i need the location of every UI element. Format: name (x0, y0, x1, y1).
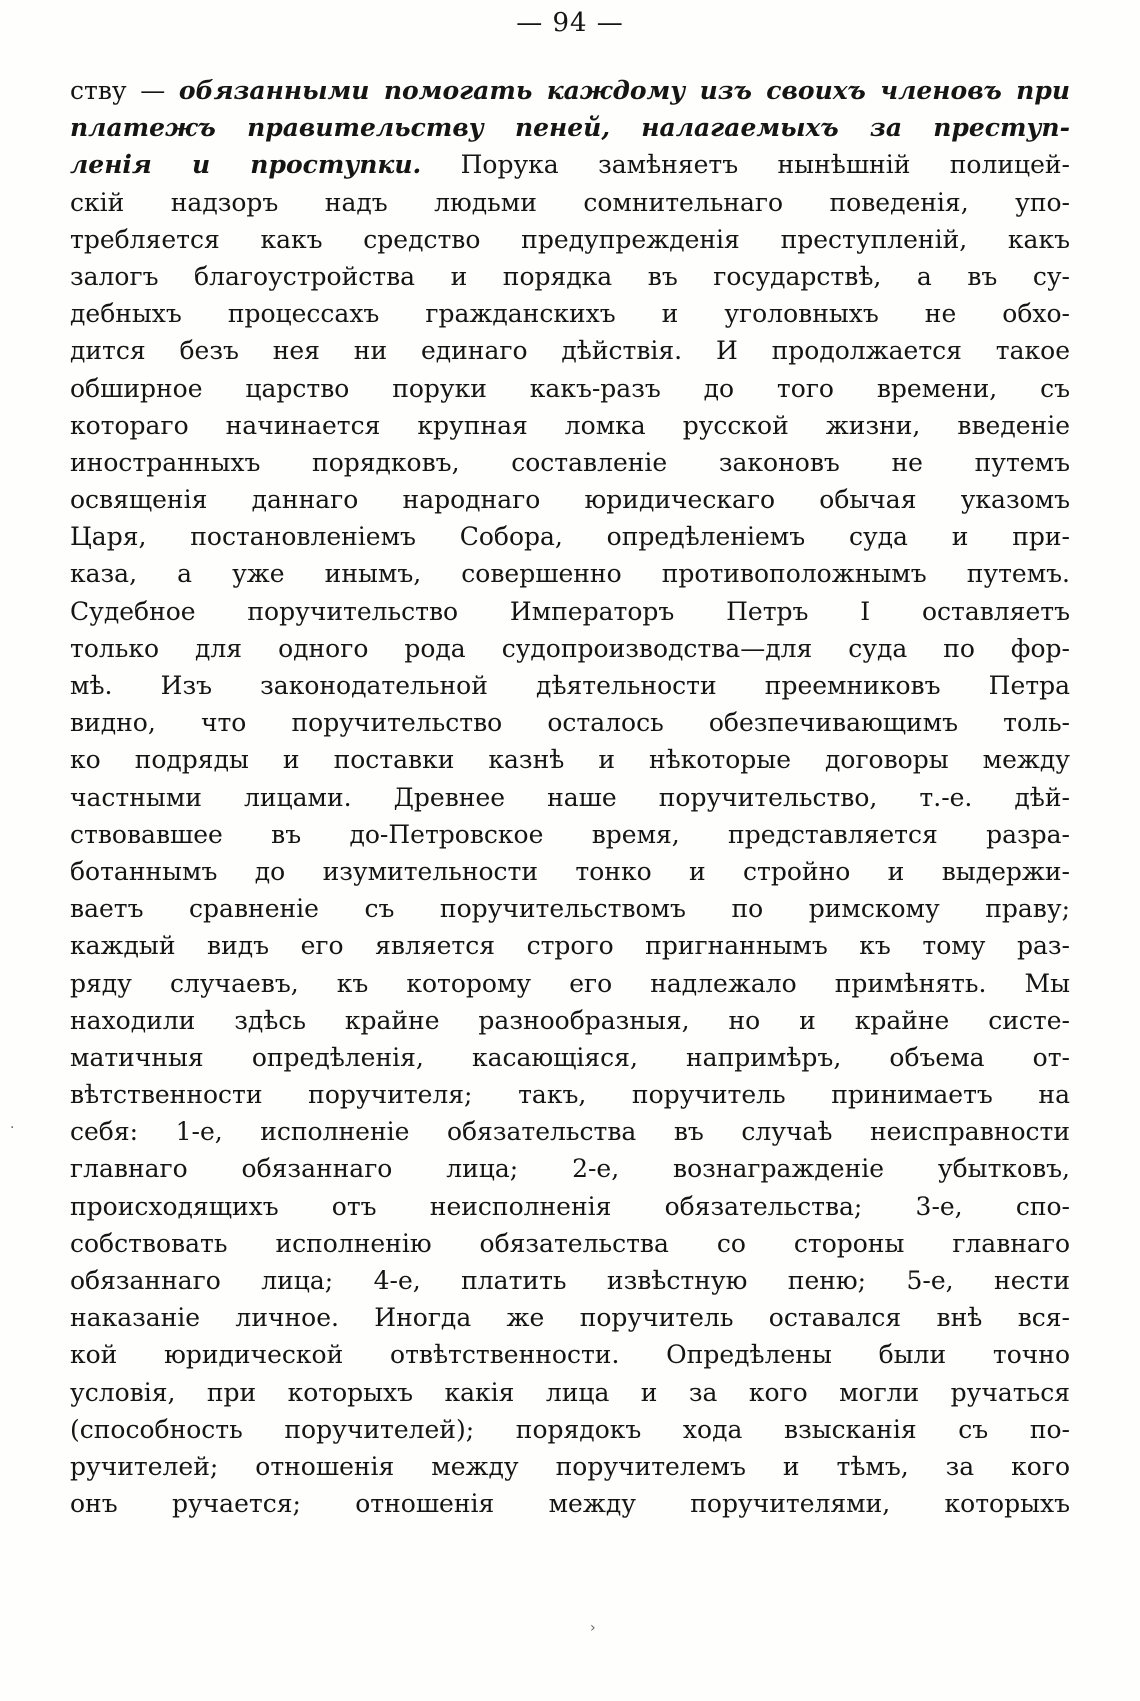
text-line (70, 295, 1070, 332)
text-run: мѣ. Изъ законодательной дѣятельности преемниковъ Петра (70, 671, 1070, 700)
text-line (70, 704, 1070, 741)
text-line (70, 853, 1070, 890)
text-line (70, 555, 1070, 592)
text-run: матичныя опредѣленія, касающіяся, напримѣръ, объема от- (70, 1042, 1070, 1072)
text-line (70, 965, 1070, 1002)
text-run: находили здѣсь крайне разнообразныя, но и крайне систе- (70, 1005, 1070, 1035)
italic-text-run: обязанными помогать каждому изъ своихъ членовъ при (178, 76, 1070, 105)
text-line (70, 816, 1070, 853)
text-run: условія, при которыхъ какія лица и за кого могли ручаться (70, 1377, 1070, 1407)
body-text (70, 72, 1070, 1522)
text-run: скій надзоръ надъ людьми сомнительнаго поведенія, упо- (70, 187, 1070, 217)
text-run: (способность поручителей); порядокъ хода взысканія съ по- (70, 1414, 1070, 1444)
text-run: ству — (70, 76, 179, 105)
text-run: каза, а уже инымъ, совершенно противоположнымъ путемъ. (70, 559, 1070, 589)
text-line (70, 1002, 1070, 1039)
text-run: иностранныхъ порядковъ, составленіе законовъ не путемъ (70, 447, 1070, 477)
text-line (70, 1299, 1070, 1336)
text-run: онъ ручается; отношенія между поручителями, которыхъ (70, 1489, 1070, 1519)
text-run: ручителей; отношенія между поручителемъ и тѣмъ, за кого (70, 1451, 1070, 1481)
text-line (70, 927, 1070, 964)
text-run: себя: 1-е, исполненіе обязательства въ случаѣ неисправности (70, 1117, 1070, 1147)
text-line (70, 332, 1070, 369)
text-line (70, 1336, 1070, 1373)
text-run: главнаго обязаннаго лица; 2-е, вознагражденіе убытковъ, (70, 1154, 1070, 1184)
text-line (70, 1076, 1070, 1113)
text-line (70, 481, 1070, 518)
print-speck: › (590, 1620, 596, 1636)
text-line (70, 593, 1070, 630)
text-line (70, 221, 1070, 258)
text-run: Судебное поручительство Императоръ Петръ I оставляетъ (70, 596, 1070, 626)
text-line (70, 630, 1070, 667)
text-run: залогъ благоустройства и порядка въ государствѣ, а въ су- (70, 261, 1070, 291)
text-run: видно, что поручительство осталось обезпечивающимъ толь- (70, 708, 1070, 738)
text-run: обязаннаго лица; 4-е, платить извѣстную пеню; 5-е, нести (70, 1266, 1070, 1295)
text-line (70, 258, 1070, 295)
text-line (70, 667, 1070, 704)
text-run: дится безъ нея ни единаго дѣйствія. И продолжается такое (70, 336, 1070, 366)
text-run: Порука замѣняетъ нынѣшній полицей- (421, 150, 1070, 180)
text-line (70, 146, 1070, 183)
text-run: вѣтственности поручителя; такъ, поручитель принимаетъ на (70, 1080, 1070, 1110)
text-run: котораго начинается крупная ломка русской жизни, введеніе (70, 410, 1070, 440)
text-line (70, 1113, 1070, 1150)
text-line (70, 407, 1070, 444)
italic-text-run: ленія и проступки. (70, 150, 422, 180)
text-run: требляется какъ средство предупрежденія преступленій, какъ (70, 224, 1070, 254)
text-line (70, 1262, 1070, 1299)
text-line (70, 370, 1070, 407)
text-run: происходящихъ отъ неисполненія обязательства; 3-е, спо- (70, 1191, 1070, 1221)
text-run: частными лицами. Древнее наше поручительство, т.-е. дѣй- (70, 782, 1070, 812)
text-run: только для одного рода судопроизводства—для суда по фор- (70, 633, 1070, 663)
text-line (70, 72, 1070, 109)
text-line (70, 184, 1070, 221)
text-line (70, 109, 1070, 146)
text-run: каждый видъ его является строго пригнаннымъ къ тому раз- (70, 931, 1070, 961)
text-line (70, 1411, 1070, 1448)
text-run: ко подряды и поставки казнѣ и нѣкоторые договоры между (70, 745, 1070, 775)
text-run: ваетъ сравненіе съ поручительствомъ по римскому праву; (70, 894, 1070, 924)
text-run: дебныхъ процессахъ гражданскихъ и уголовныхъ не обхо- (70, 299, 1070, 329)
text-run: ряду случаевъ, къ которому его надлежало примѣнять. Мы (70, 968, 1070, 998)
text-line (70, 1150, 1070, 1187)
text-run: собствовать исполненію обязательства со стороны главнаго (70, 1228, 1070, 1258)
text-run: ствовавшее въ до-Петровское время, представляется разра- (70, 819, 1070, 849)
text-line (70, 1188, 1070, 1225)
page-number: — 94 — (516, 8, 624, 38)
text-line (70, 1485, 1070, 1522)
text-run: ботаннымъ до изумительности тонко и стройно и выдержи- (70, 856, 1070, 886)
text-line (70, 1374, 1070, 1411)
text-line (70, 741, 1070, 778)
text-run: обширное царство поруки какъ-разъ до того времени, съ (70, 373, 1070, 403)
text-run: Царя, постановленіемъ Собора, опредѣленіемъ суда и при- (70, 522, 1070, 552)
italic-text-run: платежъ правительству пеней, налагаемыхъ за преступ- (70, 113, 1070, 143)
text-run: кой юридической отвѣтственности. Опредѣлены были точно (70, 1340, 1070, 1370)
print-speck: · (10, 1120, 15, 1136)
text-line (70, 1039, 1070, 1076)
text-line (70, 518, 1070, 555)
text-line (70, 1448, 1070, 1485)
text-line (70, 444, 1070, 481)
text-run: освященія даннаго народнаго юридическаго обычая указомъ (70, 485, 1070, 515)
text-line (70, 1225, 1070, 1262)
text-line (70, 890, 1070, 927)
text-run: наказаніе личное. Иногда же поручитель оставался внѣ вся- (70, 1303, 1070, 1333)
text-line (70, 779, 1070, 816)
